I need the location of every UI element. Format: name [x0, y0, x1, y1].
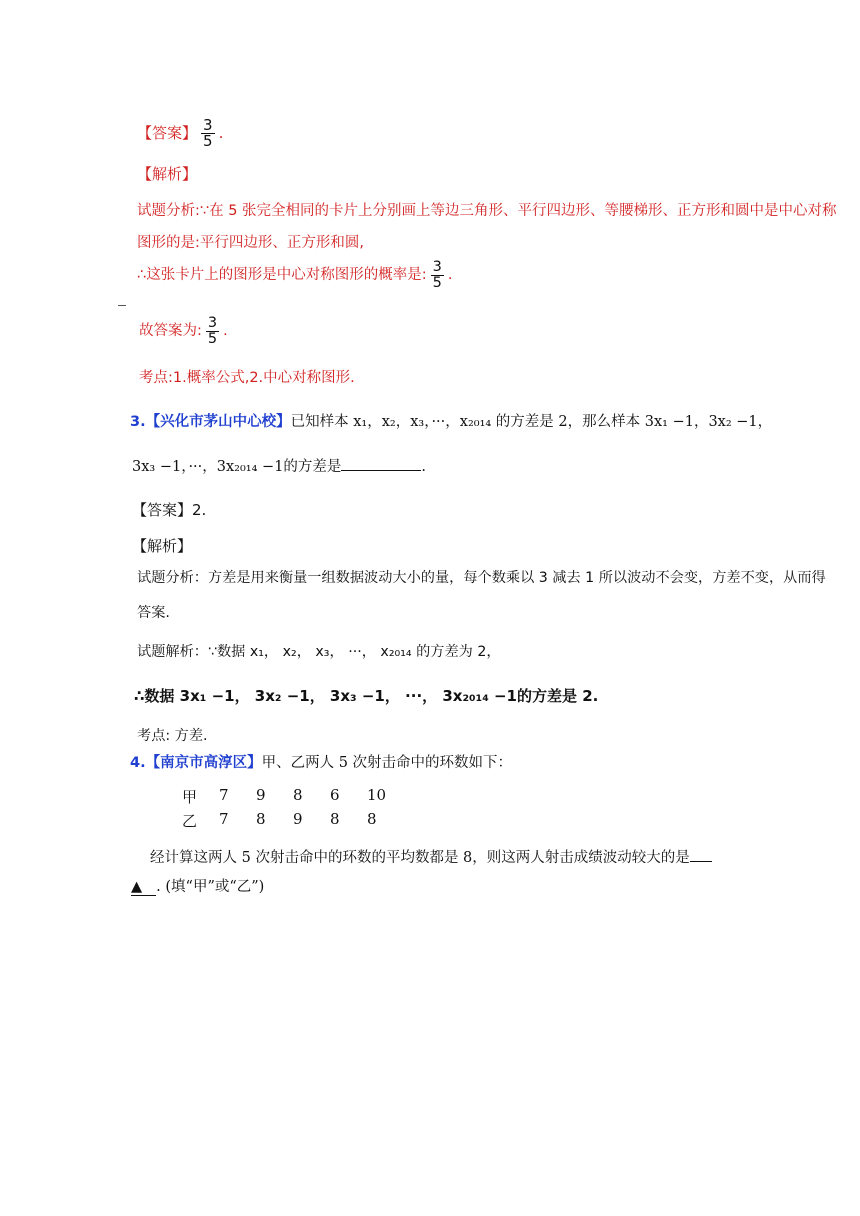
q3-stem-a: 已知样本 x₁，x₂，x₃，···，x₂₀₁₄ 的方差是 2，那么样本 3x₁ −1，3x₂ −1，: [290, 414, 773, 430]
q2-analysis-line3: ∴这张卡片上的图形是中心对称图形的概率是: $\frac{3}{5}$ .: [137, 259, 453, 291]
q3-answer: 【答案】2.: [132, 501, 207, 519]
q4-line-b-tail: . (填“甲”或“乙”): [156, 879, 265, 895]
q4-cell: 8: [293, 786, 303, 804]
stray-mark: [118, 305, 126, 306]
q2-answer-fraction: $\frac{3}{5}$: [203, 116, 213, 150]
q4-cell: 7: [219, 786, 229, 804]
q4-cell: 甲: [182, 788, 198, 806]
q4-row-jia: [182, 786, 404, 810]
q3-stem-b: 3x₃ −1，···，3x₂₀₁₄ −1的方差是: [132, 459, 342, 475]
q4-cell: 9: [256, 786, 266, 804]
q3-stem-line1: [130, 410, 772, 431]
q2-kaodian: 考点:1.概率公式,2.中心对称图形.: [139, 370, 355, 386]
q2-line4-fraction: $\frac{3}{5}$: [207, 315, 218, 347]
q4-number: 4.: [130, 755, 146, 771]
q4-cell: 8: [367, 810, 377, 828]
q4-cell: 8: [256, 810, 266, 828]
q4-source: 【南京市高淳区】: [145, 755, 262, 771]
q3-analysis-line2: 答案.: [137, 605, 170, 621]
q4-cell: 乙: [182, 812, 198, 830]
q4-answer-blank: ▲: [131, 878, 156, 896]
q4-cell: 9: [293, 810, 303, 828]
q4-cell: 8: [330, 810, 340, 828]
q4-score-table: [182, 786, 404, 834]
q2-line3-fraction: $\frac{3}{5}$: [432, 259, 442, 291]
q3-stem-line2: 3x₃ −1，···，3x₂₀₁₄ −1的方差是 .: [132, 455, 426, 476]
q3-source: 【兴化市茅山中心校】: [145, 414, 291, 430]
q4-cell: 6: [330, 786, 340, 804]
q4-stem-text: 甲、乙两人 5 次射击命中的环数如下：: [261, 755, 513, 771]
q2-analysis-line1: 试题分析:∵在 5 张完全相同的卡片上分别画上等边三角形、平行四边形、等腰梯形、正方形和圆中是中心对称: [137, 203, 837, 219]
q2-analysis-line4: 故答案为: $\frac{3}{5}$ .: [139, 315, 228, 347]
q2-answer-line: 【答案】 $\frac{3}{5}$ .: [137, 116, 224, 150]
q3-kaodian: 考点: 方差.: [137, 728, 208, 744]
q3-analysis-line1: 试题分析：方差是用来衡量一组数据波动大小的量，每个数乘以 3 减去 1 所以波动不会变，方差不变，从而得: [137, 570, 826, 586]
q4-line-a: [150, 846, 712, 867]
q4-cell: 7: [219, 810, 229, 828]
q4-line-b: [131, 875, 264, 896]
q3-number: 3.: [130, 414, 146, 430]
q4-line-a-text: 经计算这两人 5 次射击命中的环数的平均数都是 8，则这两人射击成绩波动较大的是: [150, 850, 690, 866]
q3-answer-blank: [341, 456, 421, 471]
q4-blank-end: [690, 847, 712, 862]
q4-stem: [130, 751, 512, 772]
q4-row-yi: [182, 810, 404, 834]
q3-solution-line2: ∴数据 3x₁ −1， 3x₂ −1， 3x₃ −1， ···， 3x₂₀₁₄ −1的方差是 2.: [134, 687, 599, 705]
q3-solution-line1: 试题解析：∵数据 x₁， x₂， x₃， ···， x₂₀₁₄ 的方差为 2，: [137, 644, 501, 660]
q4-cell: 10: [367, 786, 387, 804]
q2-answer-label: 【答案】: [137, 124, 198, 142]
q2-analysis-label: 【解析】: [137, 165, 198, 183]
q3-analysis-label: 【解析】: [132, 537, 193, 555]
q2-analysis-line2: 图形的是:平行四边形、正方形和圆,: [137, 235, 364, 251]
